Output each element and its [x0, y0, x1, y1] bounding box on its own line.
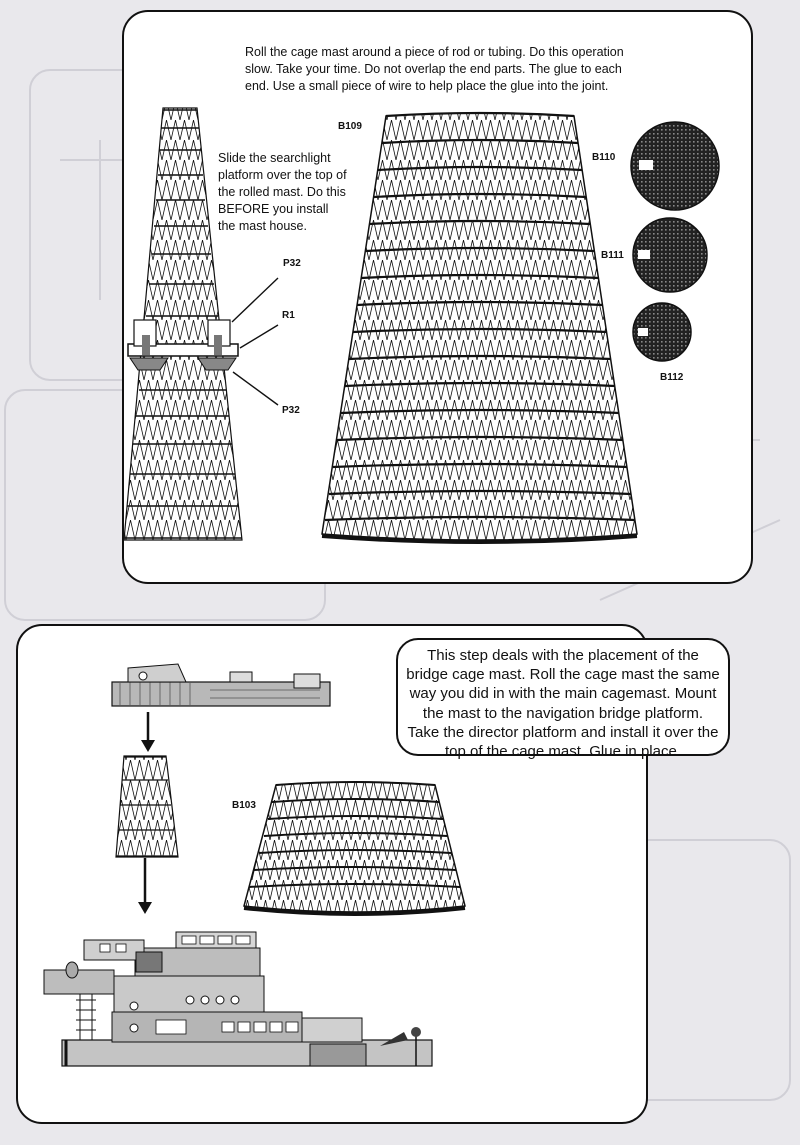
step2-callout: This step deals with the placement of the bridge cage mast. Roll the cage mast the same way you did in with the main cagemast. Mount the mast to the navigation bridge platform. Take the director platform and install it over the top of the cage mast. Glue in place. [396, 638, 730, 756]
label-b109: B109 [338, 121, 362, 132]
label-b103: B103 [232, 800, 256, 811]
label-p32-bottom: P32 [282, 405, 300, 416]
label-b112: B112 [660, 372, 684, 383]
label-b110: B110 [592, 152, 616, 163]
label-r1: R1 [282, 310, 295, 321]
label-p32-top: P32 [283, 258, 301, 269]
searchlight-note: Slide the searchlight platform over the top of the rolled mast. Do this BEFORE you install the mast house. [218, 151, 347, 233]
step1-instructions: Roll the cage mast around a piece of rod or tubing. Do this operation slow. Take your time. Do not overlap the end parts. The glue to each end. Use a small piece of wire to help place the glue into the joint. [245, 45, 624, 93]
label-b111: B111 [601, 250, 624, 261]
